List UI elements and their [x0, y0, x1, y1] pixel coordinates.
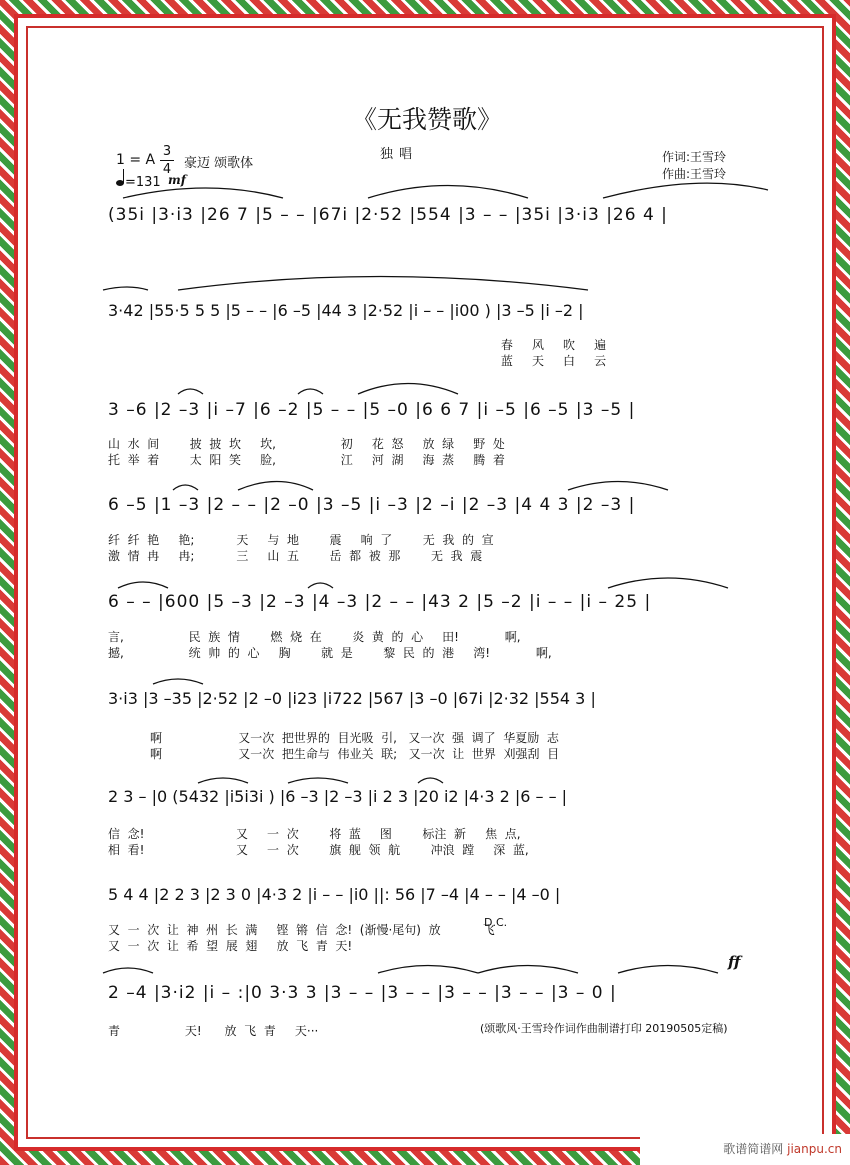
tempo-value: =131 — [125, 175, 161, 190]
lyricist: 作词:王雪玲 — [662, 150, 727, 164]
notation-row-2: 3·42 |55·5 5 5 |5 – – |6 –5 |44 3 |2·52 |i – – |i00 ) |3 –5 |i –2 | — [108, 301, 584, 320]
slur-20 — [378, 966, 478, 974]
slur-19 — [103, 968, 153, 973]
time-sig-line — [160, 160, 174, 161]
notation-row-5: 6 – – |600 |5 –3 |2 –3 |4 –3 |2 – – |43 2 |5 –2 |i – – |i – 25 | — [108, 592, 652, 612]
score-sheet — [26, 26, 824, 1139]
notation-row-1: (35i |3·i3 |26 7 |5 – – |67i |2·52 |554 |3 – – |35i |3·i3 |26 4 | — [108, 205, 668, 225]
lyric-row-2-verse-2: 蓝 天 白 云 — [108, 354, 607, 368]
slur-4 — [103, 287, 148, 290]
slur-18 — [418, 778, 443, 783]
slur-2 — [368, 186, 528, 199]
lyric-row-4-verse-1: 纤 纤 艳 艳; 天 与 地 震 响 了 无 我 的 宣 — [108, 533, 494, 547]
slur-21 — [478, 966, 578, 974]
slur-10 — [238, 482, 313, 491]
notation-row-3: 3 –6 |2 –3 |i –7 |6 –2 |5 – – |5 –0 |6 6 7 |i –5 |6 –5 |3 –5 | — [108, 400, 636, 420]
lyric-row-8-verse-1: 又 一 次 让 神 州 长 满 铿 锵 信 念! (渐慢·尾句) 放 飞 — [108, 923, 495, 937]
slur-8 — [358, 384, 458, 395]
slur-5 — [178, 277, 588, 291]
key-text: 1 = A — [116, 152, 156, 168]
slur-arcs — [28, 28, 826, 1141]
notation-row-4: 6 –5 |1 –3 |2 – – |2 –0 |3 –5 |i –3 |2 –i |2 –3 |4 4 3 |2 –3 | — [108, 495, 636, 515]
credits — [662, 149, 726, 183]
slur-3 — [603, 183, 768, 198]
style-text: 豪迈 颂歌体 — [184, 156, 254, 171]
lyric-row-8-verse-2: 又 一 次 让 希 望 展 翅 放 飞 青 天! — [108, 939, 353, 953]
tempo-mark — [116, 175, 161, 190]
notation-row-7: 2 3 – |0 (5432 |i5i3i ) |6 –3 |2 –3 |i 2 3 |20 i2 |4·3 2 |6 – – | — [108, 787, 568, 806]
lyric-row-9-verse-1: 青 天! 放 飞 青 天··· — [108, 1024, 319, 1038]
lyric-row-3-verse-2: 托 举 着 太 阳 笑 脸, 江 河 湖 海 蒸 腾 着 — [108, 453, 505, 467]
performance-type: 独唱 — [380, 147, 419, 162]
lyric-row-5-verse-1: 言, 民 族 情 燃 烧 在 炎 黄 的 心 田! 啊, — [108, 630, 521, 644]
lyric-row-6-verse-1: 啊 又一次 把世界的 目光吸 引, 又一次 强 调了 华夏励 志 — [108, 731, 559, 745]
lyric-row-5-verse-2: 撼, 统 帅 的 心 胸 就 是 黎 民 的 港 湾! 啊, — [108, 646, 552, 660]
slur-12 — [118, 582, 168, 588]
lyric-row-7-verse-1: 信 念! 又 一 次 将 蓝 图 标注 新 焦 点, — [108, 827, 521, 841]
notation-row-6: 3·i3 |3 –35 |2·52 |2 –0 |i23 |i722 |567 |3 –0 |67i |2·32 |554 3 | — [108, 689, 596, 708]
watermark-url: jianpu.cn — [787, 1142, 842, 1156]
lyric-row-6-verse-2: 啊 又一次 把生命与 伟业关 联; 又一次 让 世界 刈强刮 目 — [108, 747, 560, 761]
dc-mark: D.C. — [484, 916, 508, 929]
notation-row-8: 5 4 4 |2 2 3 |2 3 0 |4·3 2 |i – – |i0 ||: 56 |7 –4 |4 – – |4 –0 | — [108, 885, 561, 904]
slur-14 — [608, 578, 728, 588]
lyric-row-7-verse-2: 相 看! 又 一 次 旗 舰 领 航 冲浪 蹚 深 蓝, — [108, 843, 529, 857]
end-dynamics-mark: ff — [728, 953, 741, 971]
lyric-row-4-verse-2: 激 情 冉 冉; 三 山 五 岳 都 被 那 无 我 震 — [108, 549, 483, 563]
watermark-text: 歌谱简谱网 — [723, 1142, 784, 1156]
dynamics-mark: mf — [168, 173, 186, 187]
time-sig-top: 3 — [162, 144, 172, 159]
lyric-row-3-verse-1: 山 水 间 披 披 坎 坎, 初 花 怒 放 绿 野 处 — [108, 437, 505, 451]
quarter-note-icon — [116, 180, 124, 186]
notation-row-9: 2 –4 |3·i2 |i – :|0 3·3 3 |3 – – |3 – – |3 – – |3 – – |3 – 0 | — [108, 983, 617, 1003]
song-title: 《无我赞歌》 — [351, 105, 502, 134]
slur-6 — [178, 389, 203, 394]
slur-11 — [568, 482, 668, 491]
composer: 作曲:王雪玲 — [662, 167, 727, 181]
slur-16 — [198, 778, 248, 783]
slur-7 — [298, 389, 323, 394]
lyric-row-2-verse-1: 春 风 吹 遍 — [108, 338, 607, 352]
slur-17 — [288, 778, 348, 783]
watermark — [640, 1134, 850, 1165]
slur-22 — [618, 966, 718, 974]
slur-15 — [153, 679, 203, 684]
slur-13 — [308, 583, 333, 588]
footer-note: (颂歌风·王雪玲作词作曲制谱打印 20190505定稿) — [480, 1022, 728, 1035]
slur-9 — [173, 485, 198, 490]
time-sig-bottom: 4 — [162, 162, 172, 177]
